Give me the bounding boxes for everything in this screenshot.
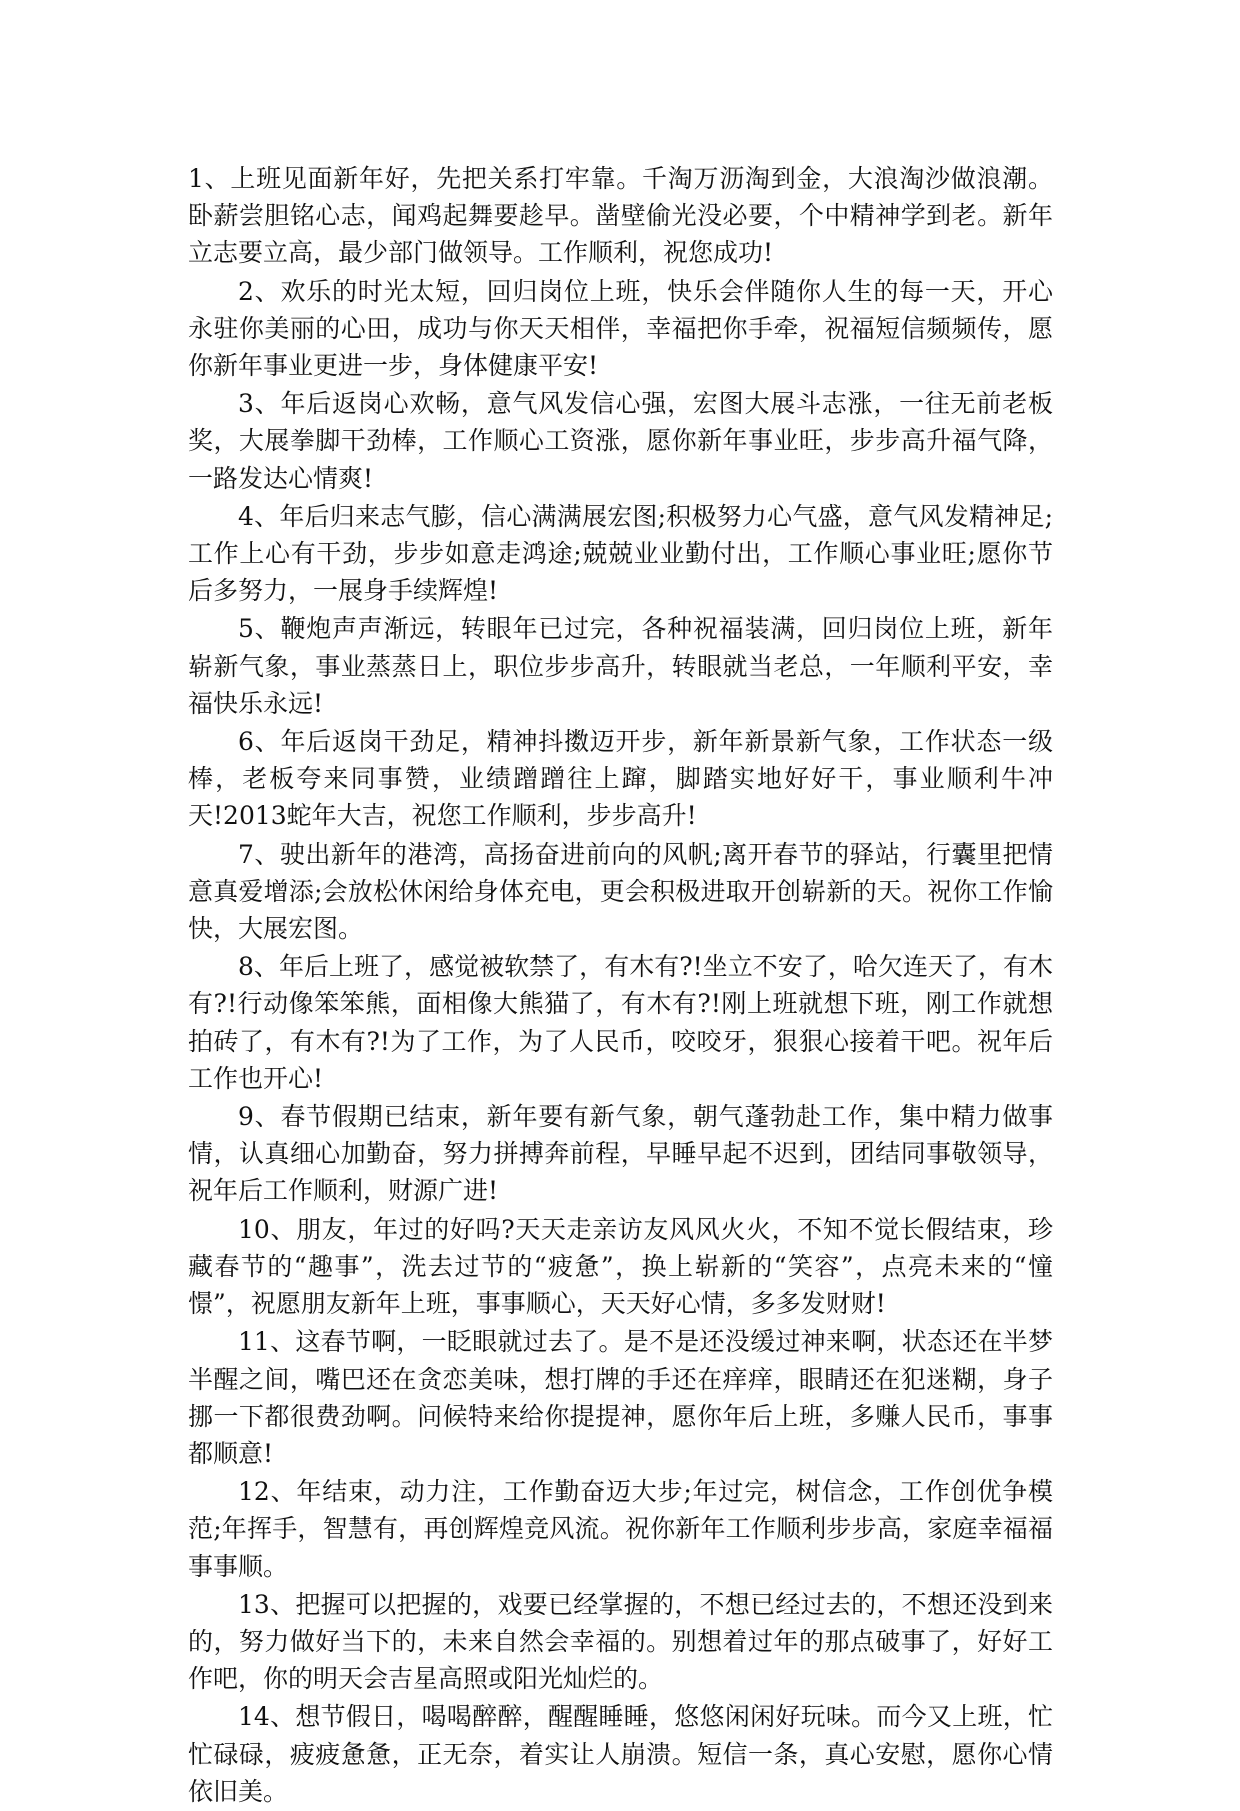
paragraph-4: 4、年后归来志气膨，信心满满展宏图;积极努力心气盛，意气风发精神足;工作上心有干劲，步步如意走鸿途;兢兢业业勤付出，工作顺心事业旺;愿你节后多努力，一展身手续辉煌! [188,501,1053,606]
paragraph-10: 10、朋友，年过的好吗?天天走亲访友风风火火，不知不觉长假结束，珍藏春节的“趣事”，洗去过节的“疲惫”，换上崭新的“笑容”，点亮未来的“憧憬”，祝愿朋友新年上班，事事顺心，天天好心情，多多发财财! [188,1214,1053,1319]
paragraph-5: 5、鞭炮声声渐远，转眼年已过完，各种祝福装满，回归岗位上班，新年崭新气象，事业蒸蒸日上，职位步步高升，转眼就当老总，一年顺利平安，幸福快乐永远! [188,614,1053,718]
paragraph-3: 3、年后返岗心欢畅，意气风发信心强，宏图大展斗志涨，一往无前老板奖，大展拳脚干劲棒，工作顺心工资涨，愿你新年事业旺，步步高升福气降，一路发达心情爽! [188,389,1053,493]
paragraph-9: 9、春节假期已结束，新年要有新气象，朝气蓬勃赴工作，集中精力做事情，认真细心加勤奋，努力拼搏奔前程，早睡早起不迟到，团结同事敬领导，祝年后工作顺利，财源广进! [188,1102,1053,1206]
paragraph-2: 2、欢乐的时光太短，回归岗位上班，快乐会伴随你人生的每一天，开心永驻你美丽的心田，成功与你天天相伴，幸福把你手牵，祝福短信频频传，愿你新年事业更进一步，身体健康平安! [188,276,1053,381]
paragraph-13: 13、把握可以把握的，戏要已经掌握的，不想已经过去的，不想还没到来的，努力做好当下的，未来自然会幸福的。别想着过年的那点破事了，好好工作吧，你的明天会吉星高照或阳光灿烂的。 [188,1589,1053,1694]
paragraph-12: 12、年结束，动力注，工作勤奋迈大步;年过完，树信念，工作创优争模范;年挥手，智慧有，再创辉煌竞风流。祝你新年工作顺利步步高，家庭幸福福事事顺。 [188,1477,1053,1581]
paragraph-6: 6、年后返岗干劲足，精神抖擞迈开步，新年新景新气象，工作状态一级棒，老板夸来同事赞，业绩蹭蹭往上蹿，脚踏实地好好干，事业顺利牛冲天!2013蛇年大吉，祝您工作顺利，步步高升! [188,727,1053,831]
paragraph-11: 11、这春节啊，一眨眼就过去了。是不是还没缓过神来啊，状态还在半梦半醒之间，嘴巴还在贪恋美味，想打牌的手还在痒痒，眼睛还在犯迷糊，身子挪一下都很费劲啊。问候特来给你提提神，愿你年后上班，多赚人民币，事事都顺意! [188,1327,1053,1468]
document-body [188,160,1053,1811]
paragraph-14: 14、想节假日，喝喝醉醉，醒醒睡睡，悠悠闲闲好玩味。而今又上班，忙忙碌碌，疲疲惫惫，正无奈，着实让人崩溃。短信一条，真心安慰，愿你心情依旧美。 [188,1702,1053,1806]
paragraph-1: 1、上班见面新年好，先把关系打牢靠。千淘万沥淘到金，大浪淘沙做浪潮。卧薪尝胆铭心志，闻鸡起舞要趁早。凿壁偷光没必要，个中精神学到老。新年立志要立高，最少部门做领导。工作顺利，祝您成功! [188,164,1053,268]
paragraph-8: 8、年后上班了，感觉被软禁了，有木有?!坐立不安了，哈欠连天了，有木有?!行动像笨笨熊，面相像大熊猫了，有木有?!刚上班就想下班，刚工作就想拍砖了，有木有?!为了工作，为了人民币，咬咬牙，狠狠心接着干吧。祝年后工作也开心! [188,952,1053,1093]
paragraph-7: 7、驶出新年的港湾，高扬奋进前向的风帆;离开春节的驿站，行囊里把情意真爱增添;会放松休闲给身体充电，更会积极进取开创崭新的天。祝你工作愉快，大展宏图。 [188,839,1053,944]
